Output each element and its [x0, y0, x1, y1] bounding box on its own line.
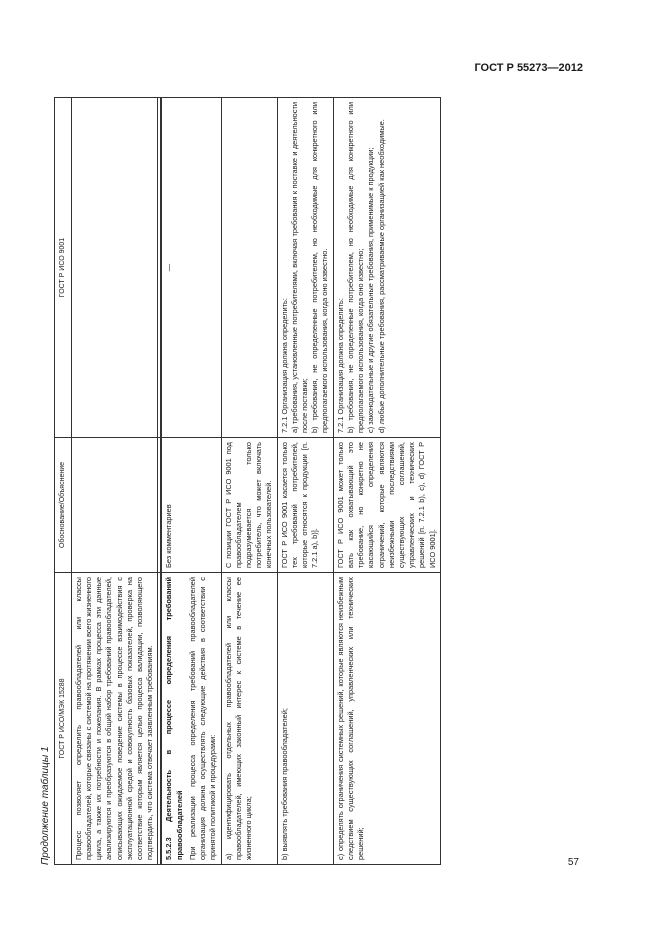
- column-header-9001: ГОСТ Р ИСО 9001: [55, 98, 72, 438]
- cell-9001: [277, 98, 333, 438]
- clause-line: b) требования, не определенные потребителем, но необходимые для конкретного или предполагаемого использования, когда оно известно;: [345, 102, 366, 433]
- cell-9001: —: [161, 98, 221, 438]
- cell-15288: a) идентифицировать отдельных правообладателей или классы правообладателей, имеющих законный интерес к системе в течение ее жизненного цикла;: [221, 573, 277, 865]
- clause-line: d) любые дополнительные требования, рассматриваемые организацией как необходимые.: [376, 119, 386, 433]
- cell-justification: [71, 438, 158, 573]
- column-header-15288: ГОСТ Р ИСО/МЭК 15288: [55, 573, 72, 865]
- cell-15288: c) определять ограничения системных решений, которые являются неизбежным следствием существующих соглашений, управленческих или технических решений;: [333, 573, 440, 865]
- table-continuation-caption: Продолжение таблицы 1: [40, 746, 51, 865]
- cell-justification: С позиции ГОСТ Р ИСО 9001 под правообладателем подразумевается только потребитель, что может включать конечных пользователей.: [221, 438, 277, 573]
- cell-9001: [71, 98, 158, 438]
- clause-line: c) законодательные и другие обязательные требования, применимые к продукции;: [366, 147, 376, 433]
- cell-justification: ГОСТ Р ИСО 9001 касается только тех требований потребителей, которые относятся к продукции [п. 7.2.1 a), b)].: [277, 438, 333, 573]
- table-row: [161, 98, 221, 865]
- clause-line: 7.2.1 Организация должна определить:: [335, 298, 345, 433]
- section-intro: При реализации процесса определения требований правообладателей организация должна осуществлять следующие действия в соответствии с принятой политикой и процедурами:: [187, 577, 218, 860]
- cell-justification: Без комментариев: [161, 438, 221, 573]
- cell-justification: ГОСТ Р ИСО 9001 может только вать как охватывающий это требование, но конкретно не касающийся определения ограничений, которые являются неизбежными последствиями существующих соглашений, управленческих и технических решений [п. 7.2.1 b), c), d) ГОСТ Р ИСО 9001].: [333, 438, 440, 573]
- rotated-table-area: [40, 98, 575, 865]
- cell-15288: b) выявлять требования правообладателей;: [277, 573, 333, 865]
- table-row: [71, 98, 158, 865]
- cell-9001: [221, 98, 277, 438]
- table-header-row: [55, 98, 72, 865]
- table-row: [333, 98, 440, 865]
- document-header: ГОСТ Р 55273—2012: [474, 62, 583, 74]
- cell-15288: Процесс позволяет определить правообладателей или классы правообладателей, которые связаны с системой на протяжении всего жизненного цикла, а также их потребности и пожелания. В рамках процесса эти данные анализируются и преобразуются в общий набор требований правообладателей, описывающих ожидаемое поведение системы в процессе взаимодействия с эксплуатационной средой и совокупность базовых показателей, проверка на соответствие которым является целью процесса валидации, позволяющего подтвердить, что система отвечает заявленным требованиям.: [71, 573, 158, 865]
- clause-line: b) требования, не определенные потребителем, но необходимые для конкретного или предполагаемого использования, когда оно известно.: [310, 102, 330, 433]
- table-row: [277, 98, 333, 865]
- clause-line: a) требования, установленные потребителями, включая требования к поставке и деятельности после поставки;: [289, 102, 310, 433]
- page-number: 57: [567, 857, 579, 868]
- clause-line: 7.2.1 Организация должна определить:: [279, 298, 289, 433]
- column-header-justification: Обоснование/Объяснение: [55, 438, 72, 573]
- comparison-table: [54, 97, 441, 865]
- cell-15288: [161, 573, 221, 865]
- section-title: 5.5.2.3 Деятельность в процессе определения требований правообладателей: [164, 577, 184, 860]
- table-row: [221, 98, 277, 865]
- cell-9001: [333, 98, 440, 438]
